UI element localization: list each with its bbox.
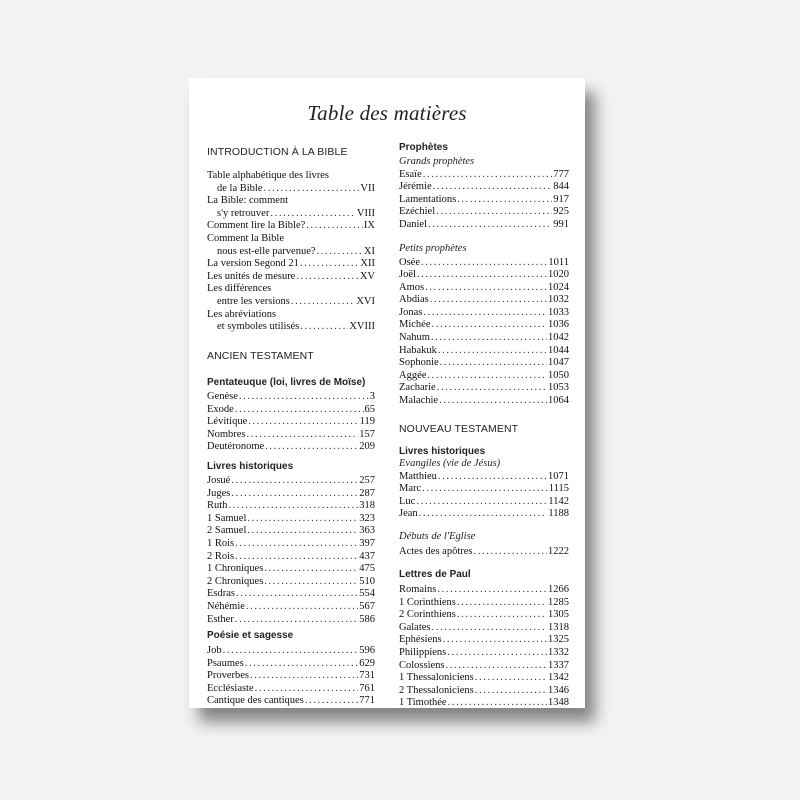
dot-leader	[427, 370, 547, 383]
dot-leader	[255, 683, 359, 696]
dot-leader	[291, 296, 355, 309]
toc-entry-title: 1 Rois	[207, 537, 235, 549]
pentateuque-section	[207, 377, 375, 454]
toc-entry	[399, 496, 569, 509]
toc-entry	[207, 658, 375, 671]
toc-page-number: 323	[359, 512, 375, 524]
dot-leader	[439, 395, 547, 408]
toc-entry-title: Josué	[207, 475, 231, 486]
toc-entry	[399, 660, 569, 673]
toc-entry	[207, 695, 375, 708]
toc-entry	[399, 169, 569, 182]
toc-entry-title: Romains	[399, 584, 437, 595]
toc-entry-title: Malachie	[399, 395, 439, 407]
toc-entry-title: Néhémie	[207, 600, 245, 612]
toc-entry	[207, 404, 375, 417]
dot-leader	[419, 508, 548, 521]
toc-page-number: 1044	[548, 344, 569, 356]
toc-entry	[207, 513, 375, 526]
dot-leader	[447, 647, 547, 660]
toc-entry	[207, 183, 375, 196]
dot-leader	[300, 321, 348, 334]
dot-leader	[265, 441, 358, 454]
toc-entry-title: 1 Corinthiens	[399, 596, 456, 608]
debuts-list	[399, 546, 569, 559]
toc-entry-title: Nombres	[207, 428, 246, 440]
toc-page-number: 844	[553, 181, 569, 193]
dot-leader	[264, 183, 360, 196]
toc-entry	[207, 670, 375, 683]
dot-leader	[423, 307, 547, 320]
toc-entry	[207, 475, 375, 488]
toc-entry	[207, 645, 375, 658]
toc-page-number: 1064	[548, 395, 569, 407]
dot-leader	[448, 697, 547, 710]
toc-page-number: 1024	[548, 281, 569, 293]
toc-entry-title: Proverbes	[207, 670, 249, 682]
intro-section	[207, 146, 375, 158]
dot-leader	[425, 282, 547, 295]
toc-page-number: 991	[553, 218, 569, 230]
toc-entry	[207, 588, 375, 601]
paul-list	[399, 584, 569, 710]
toc-page-number: 596	[359, 645, 375, 656]
toc-entry	[207, 246, 375, 259]
toc-entry-title: Jonas	[399, 306, 423, 318]
historiques-section	[207, 461, 375, 626]
debuts-heading: Débuts de l'Eglise	[399, 531, 476, 542]
dot-leader	[228, 500, 358, 513]
toc-entry-title: Nahum	[399, 332, 430, 344]
toc-page-number: 510	[359, 575, 375, 587]
dot-leader	[231, 475, 358, 488]
toc-entry-title: Matthieu	[399, 470, 437, 482]
toc-entry	[207, 208, 375, 221]
toc-entry-line: La Bible: comment	[207, 195, 289, 207]
toc-entry-title: Cantique des cantiques	[207, 695, 304, 707]
intro-list	[207, 170, 375, 334]
toc-entry	[399, 370, 569, 383]
toc-entry-title: Jérémie	[399, 181, 432, 193]
dot-leader	[473, 546, 547, 559]
dot-leader	[457, 597, 547, 610]
toc-page-number: 925	[553, 206, 569, 218]
toc-page-number: 731	[359, 670, 375, 682]
toc-page-number: 3	[369, 391, 375, 402]
toc-entry	[207, 563, 375, 576]
toc-page-number: 1346	[548, 684, 569, 696]
toc-page-number: 917	[553, 193, 569, 205]
toc-entry-title: Joël	[399, 269, 416, 281]
book-page	[189, 78, 585, 708]
toc-entry-title: Luc	[399, 495, 416, 507]
toc-page-number: 1285	[548, 596, 569, 608]
dot-leader	[223, 645, 359, 658]
toc-entry-title: Abdias	[399, 294, 429, 306]
toc-entry-title: Comment lire la Bible?	[207, 220, 306, 232]
toc-page-number: XVI	[356, 295, 375, 307]
toc-entry-title: Sophonie	[399, 357, 439, 369]
toc-entry-title: s'y retrouver	[217, 207, 270, 219]
toc-page-number: 761	[359, 682, 375, 694]
toc-entry	[399, 622, 569, 635]
toc-page-number: 475	[359, 563, 375, 575]
debuts-section	[399, 531, 569, 558]
toc-entry-title: Ezéchiel	[399, 206, 436, 218]
poesie-heading: Poésie et sagesse	[207, 630, 294, 641]
dot-leader	[235, 538, 358, 551]
toc-entry	[207, 296, 375, 309]
petits-list	[399, 257, 569, 408]
toc-entry	[399, 194, 569, 207]
toc-page-number: 1032	[548, 294, 569, 306]
dot-leader	[239, 391, 369, 404]
toc-entry-title: nous est-elle parvenue?	[217, 245, 316, 257]
toc-entry	[399, 345, 569, 358]
toc-entry	[399, 697, 569, 710]
dot-leader	[440, 357, 547, 370]
toc-page-number: 1325	[548, 634, 569, 646]
toc-entry	[399, 395, 569, 408]
toc-entry-line: Les différences	[207, 283, 272, 295]
dot-leader	[264, 576, 358, 589]
toc-page-number: XVIII	[349, 321, 375, 333]
toc-page-number: 1348	[548, 697, 569, 709]
dot-leader	[438, 471, 547, 484]
toc-entry	[399, 332, 569, 345]
toc-entry-title: Ecclésiaste	[207, 682, 254, 694]
toc-entry-title: Ruth	[207, 500, 228, 512]
toc-entry	[207, 525, 375, 538]
toc-entry	[399, 584, 569, 597]
toc-entry-title: Lévitique	[207, 416, 248, 428]
toc-page-number: 209	[359, 441, 375, 453]
dot-leader	[317, 246, 363, 259]
toc-entry-line: Comment la Bible	[207, 232, 284, 244]
dot-leader	[432, 622, 548, 635]
toc-entry-title: Marc	[399, 483, 422, 495]
toc-entry	[399, 282, 569, 295]
toc-entry	[207, 391, 375, 404]
toc-entry-title: Michée	[399, 319, 431, 331]
toc-entry	[207, 429, 375, 442]
toc-entry-title: Exode	[207, 403, 234, 415]
toc-entry-title: Les unités de mesure	[207, 270, 296, 282]
toc-entry-title: 2 Samuel	[207, 525, 247, 537]
toc-entry-title: Habakuk	[399, 344, 437, 356]
toc-entry	[207, 538, 375, 551]
prophetes-section	[399, 142, 569, 231]
dot-leader	[417, 269, 547, 282]
toc-entry	[207, 321, 375, 334]
toc-entry-title: entre les versions	[217, 295, 290, 307]
toc-entry	[207, 271, 375, 284]
pentateuque-list	[207, 391, 375, 454]
toc-page-number: 777	[553, 168, 569, 180]
toc-page-number: 363	[359, 525, 375, 537]
toc-entry	[399, 382, 569, 395]
poesie-list	[207, 645, 375, 708]
toc-entry	[399, 307, 569, 320]
dot-leader	[235, 404, 364, 417]
dot-leader	[300, 258, 360, 271]
toc-entry	[207, 601, 375, 614]
toc-entry	[399, 269, 569, 282]
evangiles-heading: Evangiles (vie de Jésus)	[399, 458, 501, 469]
dot-leader	[236, 588, 358, 601]
toc-page-number: 1053	[548, 382, 569, 394]
toc-page-number: 629	[359, 657, 375, 669]
toc-entry-title: Zacharie	[399, 382, 436, 394]
dot-leader	[437, 382, 547, 395]
toc-entry	[399, 597, 569, 610]
dot-leader	[457, 194, 552, 207]
dot-leader	[475, 672, 547, 685]
toc-page-number: 437	[359, 550, 375, 562]
toc-page-number: 1071	[548, 470, 569, 482]
toc-entry	[399, 672, 569, 685]
dot-leader	[430, 294, 547, 307]
dot-leader	[235, 614, 358, 627]
dot-leader	[423, 169, 553, 182]
toc-page-number: 1318	[548, 621, 569, 633]
nt-historiques-heading: Livres historiques	[399, 446, 486, 457]
dot-leader	[416, 496, 547, 509]
toc-entry-title: 1 Timothée	[399, 697, 447, 709]
toc-page-number: 1337	[548, 659, 569, 671]
dot-leader	[431, 332, 547, 345]
dot-leader	[247, 525, 358, 538]
poesie-section	[207, 630, 375, 708]
dot-leader	[433, 181, 553, 194]
dot-leader	[247, 513, 358, 526]
toc-entry	[399, 357, 569, 370]
toc-entry	[399, 647, 569, 660]
toc-page-number: 1305	[548, 609, 569, 621]
toc-entry-title: 2 Rois	[207, 550, 235, 562]
toc-entry-title: Colossiens	[399, 659, 445, 671]
grands-list	[399, 169, 569, 232]
toc-entry	[399, 634, 569, 647]
toc-entry	[399, 483, 569, 496]
dot-leader	[231, 488, 358, 501]
dot-leader	[443, 634, 547, 647]
paul-heading: Lettres de Paul	[399, 569, 471, 580]
toc-page-number: IX	[363, 220, 375, 232]
toc-page-number: VIII	[356, 207, 375, 219]
toc-entry-title: Amos	[399, 281, 425, 293]
toc-page-number: VII	[360, 182, 375, 194]
toc-entry	[399, 546, 569, 559]
dot-leader	[475, 685, 547, 698]
dot-leader	[432, 319, 548, 332]
dot-leader	[305, 695, 358, 708]
toc-page-number: XII	[360, 258, 375, 270]
petits-section	[399, 243, 569, 408]
grands-heading: Grands prophètes	[399, 156, 475, 167]
dot-leader	[248, 416, 358, 429]
toc-entry-title: 1 Chroniques	[207, 563, 264, 575]
toc-entry-title: Job	[207, 645, 222, 656]
toc-page-number: 1042	[548, 332, 569, 344]
toc-entry-title: Esdras	[207, 588, 235, 600]
dot-leader	[306, 220, 363, 233]
dot-leader	[428, 219, 552, 232]
toc-entry	[399, 257, 569, 270]
toc-page-number: 1050	[548, 369, 569, 381]
toc-entry-title: Juges	[207, 487, 231, 499]
toc-entry-title: La version Segond 21	[207, 258, 299, 270]
toc-entry	[399, 609, 569, 622]
toc-entry	[207, 258, 375, 271]
dot-leader	[245, 658, 359, 671]
toc-page-number: XV	[359, 270, 375, 282]
toc-page-number: 318	[359, 500, 375, 512]
toc-page-number: 1142	[548, 495, 569, 507]
at-section	[207, 350, 375, 362]
toc-page-number: 554	[359, 588, 375, 600]
toc-page-number: 771	[359, 695, 375, 707]
toc-entry	[207, 220, 375, 233]
toc-entry	[207, 488, 375, 501]
toc-page-number: 397	[359, 537, 375, 549]
toc-page-number: 1011	[548, 256, 569, 268]
toc-page-number: 1222	[548, 545, 569, 557]
nt-section	[399, 423, 569, 435]
nt-heading: NOUVEAU TESTAMENT	[399, 423, 519, 435]
toc-entry	[207, 614, 375, 627]
toc-entry	[399, 508, 569, 521]
page-title: Table des matières	[307, 101, 467, 125]
toc-page-number: 1115	[548, 483, 569, 495]
toc-entry	[207, 576, 375, 589]
toc-entry-title: Esaïe	[399, 168, 422, 180]
dot-leader	[235, 551, 358, 564]
toc-page-number: 567	[359, 600, 375, 612]
toc-entry-title: Daniel	[399, 218, 427, 230]
toc-entry-title: Jean	[399, 508, 418, 520]
toc-entry-title: et symboles utilisés	[217, 321, 300, 333]
evangiles-list	[399, 471, 569, 521]
toc-entry	[207, 416, 375, 429]
dot-leader	[457, 609, 547, 622]
dot-leader	[436, 206, 552, 219]
toc-entry-line: Table alphabétique des livres	[207, 170, 330, 181]
toc-page-number: 1342	[548, 672, 569, 684]
toc-entry-title: Galates	[399, 621, 431, 633]
pentateuque-heading: Pentateuque (loi, livres de Moïse)	[207, 377, 366, 388]
toc-entry	[399, 219, 569, 232]
toc-entry-line: Les abréviations	[207, 308, 277, 320]
paul-section	[399, 569, 569, 710]
dot-leader	[422, 483, 548, 496]
dot-leader	[246, 601, 358, 614]
toc-entry	[207, 441, 375, 454]
at-heading: ANCIEN TESTAMENT	[207, 350, 314, 362]
toc-entry-title: Lamentations	[399, 193, 457, 205]
toc-entry	[399, 471, 569, 484]
toc-page-number: 1266	[548, 584, 569, 595]
toc-entry	[399, 181, 569, 194]
toc-entry-title: Deutéronome	[207, 441, 265, 453]
toc-entry-title: Philippiens	[399, 646, 447, 658]
toc-page-number: 1033	[548, 306, 569, 318]
nt-historiques-section	[399, 446, 569, 521]
toc-entry	[399, 319, 569, 332]
dot-leader	[250, 670, 358, 683]
dot-leader	[437, 584, 547, 597]
toc-page-number: 1036	[548, 319, 569, 331]
dot-leader	[296, 271, 358, 284]
toc-entry-title: de la Bible	[217, 182, 263, 194]
toc-entry-title: Osée	[399, 256, 420, 268]
toc-page-number: 1047	[548, 357, 569, 369]
toc-entry-title: 2 Corinthiens	[399, 609, 456, 621]
dot-leader	[247, 429, 359, 442]
toc-entry	[207, 683, 375, 696]
dot-leader	[438, 345, 547, 358]
toc-entry	[207, 500, 375, 513]
historiques-heading: Livres historiques	[207, 461, 294, 472]
toc-entry	[399, 206, 569, 219]
toc-page-number: 586	[359, 613, 375, 625]
dot-leader	[270, 208, 356, 221]
toc-entry	[399, 685, 569, 698]
historiques-list	[207, 475, 375, 626]
toc-page-number: 1188	[548, 508, 569, 520]
prophetes-heading: Prophètes	[399, 142, 448, 153]
toc-entry	[399, 294, 569, 307]
toc-entry-title: 1 Samuel	[207, 512, 247, 524]
toc-entry-title: Psaumes	[207, 657, 244, 669]
petits-heading: Petits prophètes	[399, 243, 467, 254]
toc-page-number: 157	[359, 428, 375, 440]
toc-page-number: 1020	[548, 269, 569, 281]
dot-leader	[421, 257, 547, 270]
toc-page-number: 65	[364, 403, 375, 415]
intro-heading: INTRODUCTION À LA BIBLE	[207, 146, 348, 158]
toc-page-number: 119	[359, 416, 375, 428]
toc-entry-title: 2 Chroniques	[207, 575, 264, 587]
toc-page-number: 287	[359, 487, 375, 499]
toc-page-number: XI	[363, 245, 375, 257]
dot-leader	[264, 563, 358, 576]
toc-entry-title: Genèse	[207, 391, 238, 402]
toc-entry-title: Actes des apôtres	[399, 545, 473, 557]
toc-entry	[207, 551, 375, 564]
toc-entry-title: Aggée	[399, 369, 427, 381]
toc-page-number: 1332	[548, 646, 569, 658]
toc-entry-title: Ephésiens	[399, 634, 442, 646]
toc-entry-title: 2 Thessaloniciens	[399, 684, 474, 696]
toc-entry-title: 1 Thessaloniciens	[399, 672, 474, 684]
toc-page-number: 257	[359, 475, 375, 486]
dot-leader	[446, 660, 547, 673]
toc-entry-title: Esther	[207, 613, 234, 625]
